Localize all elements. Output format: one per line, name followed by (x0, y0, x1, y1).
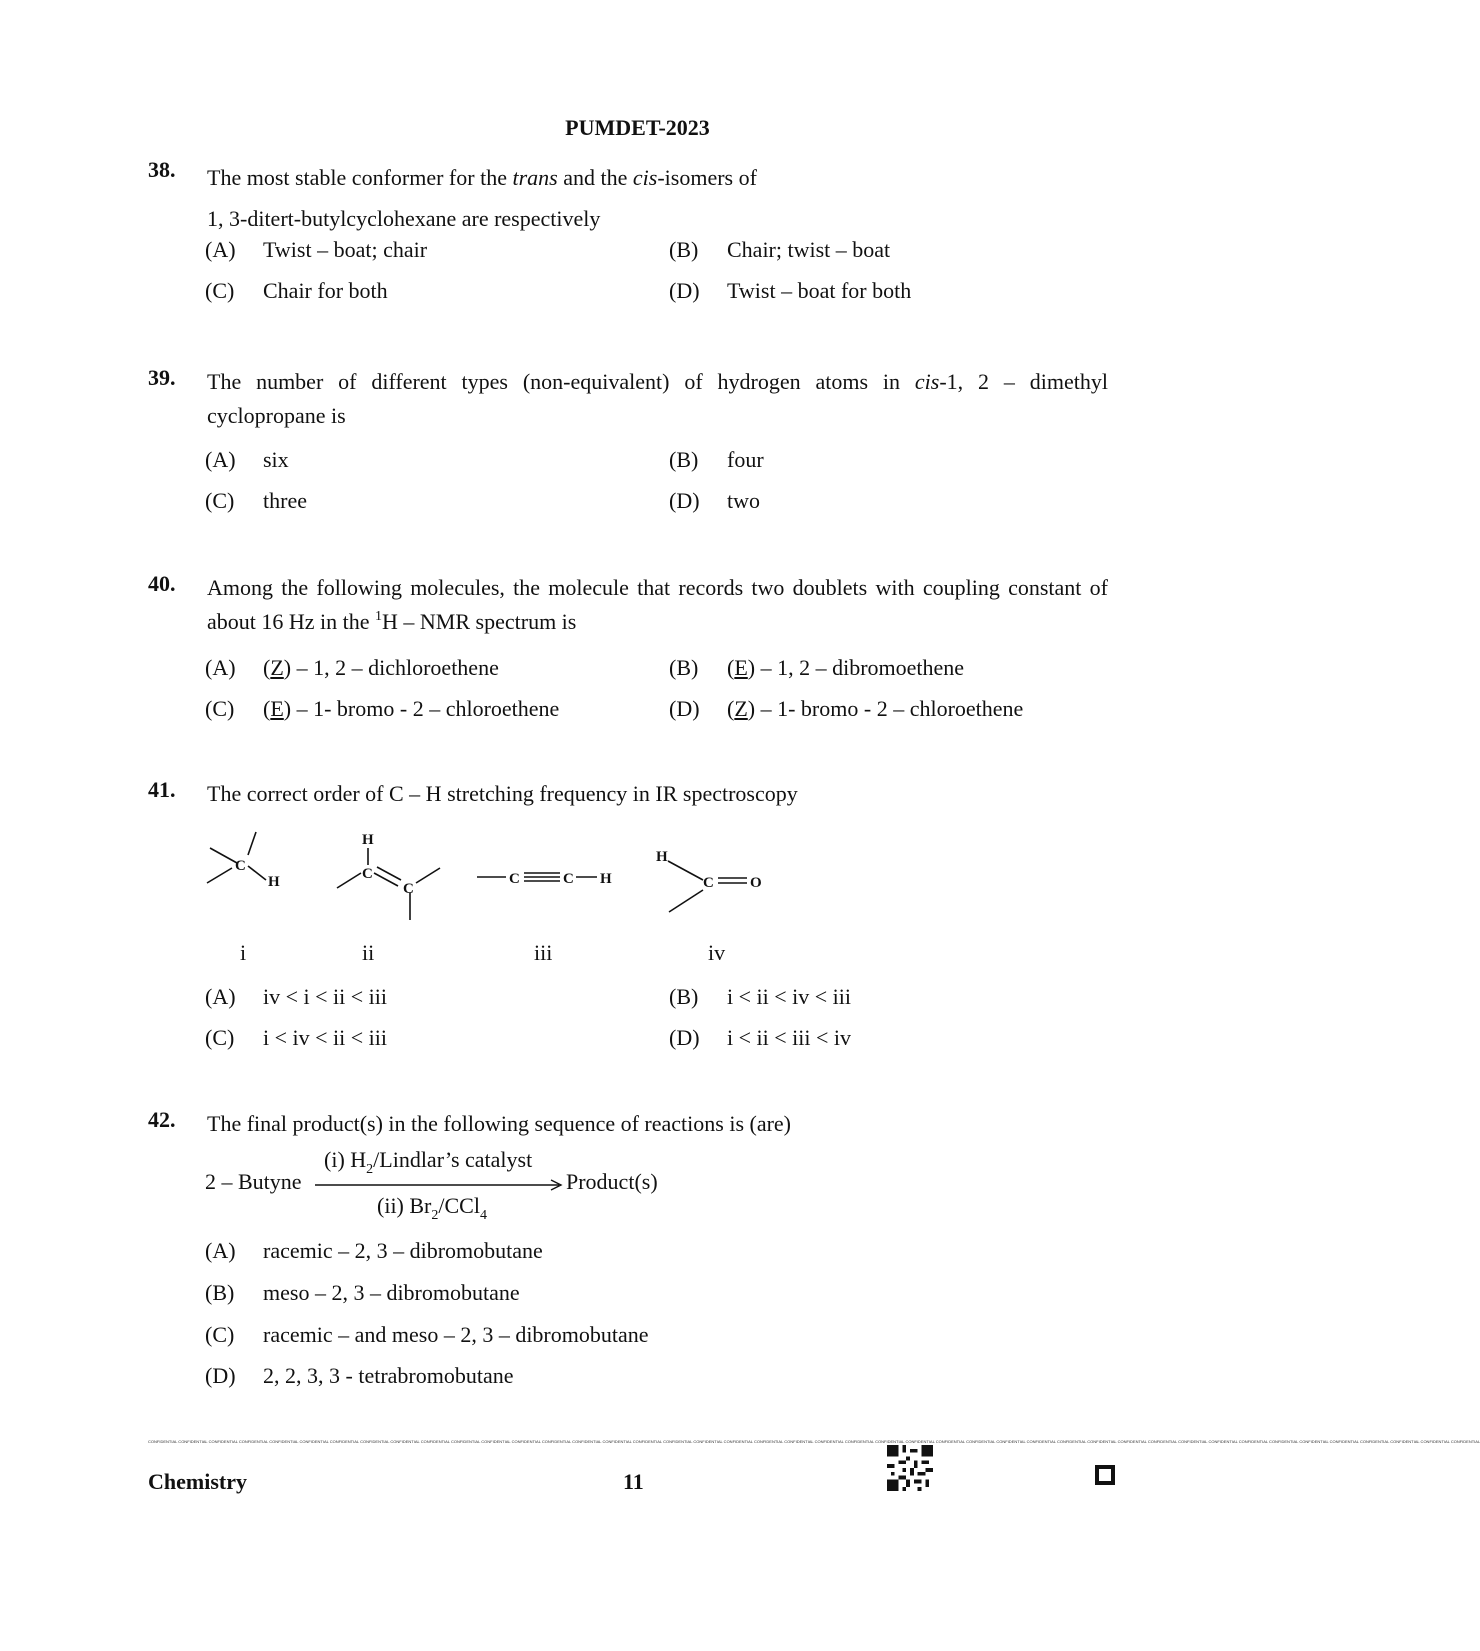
option-a[interactable] (205, 984, 387, 1010)
option-c[interactable] (205, 278, 388, 304)
reaction-arrow (315, 1178, 565, 1192)
question-38 (148, 157, 1108, 239)
option-text: three (263, 488, 307, 513)
option-text: racemic – and meso – 2, 3 – dibromobutane (263, 1322, 649, 1347)
option-text: meso – 2, 3 – dibromobutane (263, 1280, 520, 1305)
subscript: 2 (431, 1208, 439, 1223)
option-d[interactable] (669, 1025, 851, 1051)
isomer-descriptor: E (734, 655, 748, 680)
option-label: (B) (205, 1280, 235, 1305)
option-text: iv < i < ii < iii (263, 984, 388, 1009)
text-segment: (ii) Br (377, 1193, 432, 1218)
atom-label: C (235, 858, 246, 874)
molecule-label-ii: ii (362, 940, 375, 965)
option-label: (C) (205, 278, 235, 303)
atom-label: O (750, 875, 762, 891)
isomer-descriptor: Z (270, 655, 284, 680)
isomer-descriptor: E (270, 696, 284, 721)
paren: ( (727, 655, 735, 680)
option-text: i < ii < iii < iv (727, 1025, 852, 1050)
option-label: (D) (205, 1363, 236, 1388)
option-label: (B) (669, 447, 699, 472)
paren: ( (263, 696, 271, 721)
option-b[interactable] (669, 984, 851, 1010)
option-label: (B) (669, 984, 699, 1009)
question-number: 40. (148, 571, 176, 596)
option-text: racemic – 2, 3 – dibromobutane (263, 1238, 543, 1263)
option-text: i < ii < iv < iii (727, 984, 852, 1009)
option-label: (A) (205, 984, 236, 1009)
atom-label: H (600, 871, 612, 887)
option-label: (C) (205, 696, 235, 721)
option-d[interactable] (205, 1363, 514, 1389)
option-a[interactable] (205, 237, 427, 263)
qr-code-icon (886, 1445, 934, 1491)
atom-label: H (268, 874, 280, 890)
paren: ( (263, 655, 271, 680)
molecule-label-iii: iii (534, 940, 553, 965)
option-c[interactable] (205, 488, 307, 514)
option-b[interactable] (669, 237, 890, 263)
isomer-descriptor: Z (734, 696, 748, 721)
text-segment: -1, 2 – dimethyl cyclopropane is (207, 369, 1108, 428)
option-text: ) – 1- bromo - 2 – chloroethene (283, 696, 560, 721)
reactant: 2 – Butyne (205, 1169, 302, 1194)
atom-label: C (403, 881, 414, 897)
option-d[interactable] (669, 488, 760, 514)
question-number: 38. (148, 157, 176, 182)
option-a[interactable] (205, 447, 289, 473)
option-label: (D) (669, 1025, 700, 1050)
product: Product(s) (566, 1169, 658, 1194)
text-segment: Among the following molecules, the molecule that records two doublets with coupling constant of about 16 Hz in the (207, 575, 1108, 634)
option-label: (D) (669, 696, 700, 721)
option-d[interactable] (669, 696, 1023, 722)
option-a[interactable] (205, 655, 499, 681)
question-number: 39. (148, 365, 176, 390)
option-label: (B) (669, 655, 699, 680)
italic-cis: cis (914, 369, 940, 394)
square-marker-icon (1095, 1465, 1115, 1485)
question-text: The final product(s) in the following sequence of reactions is (are) (207, 1111, 792, 1136)
option-label: (D) (669, 278, 700, 303)
footer-subject: Chemistry (148, 1469, 247, 1494)
atom-label: C (362, 866, 373, 882)
text-segment: H – NMR spectrum is (382, 609, 577, 634)
option-text: Twist – boat for both (727, 278, 912, 303)
question-text (207, 365, 1108, 433)
option-text: Chair; twist – boat (727, 237, 891, 262)
page-header: PUMDET-2023 (565, 115, 710, 140)
option-text: ) – 1, 2 – dichloroethene (283, 655, 499, 680)
text-segment: /Lindlar’s catalyst (373, 1147, 533, 1172)
subscript: 2 (366, 1162, 374, 1177)
option-text: two (727, 488, 760, 513)
option-text: ) – 1, 2 – dibromoethene (747, 655, 965, 680)
question-number: 42. (148, 1107, 176, 1132)
text-segment: -isomers of (657, 165, 757, 190)
atom-label: C (509, 871, 520, 887)
option-label: (A) (205, 1238, 236, 1263)
molecule-structures (0, 820, 800, 930)
option-label: (C) (205, 1025, 235, 1050)
option-label: (B) (669, 237, 699, 262)
option-d[interactable] (669, 278, 911, 304)
option-label: (A) (205, 447, 236, 472)
molecule-label-i: i (240, 940, 247, 965)
question-number: 41. (148, 777, 176, 802)
option-text: ) – 1- bromo - 2 – chloroethene (747, 696, 1024, 721)
option-b[interactable] (669, 447, 764, 473)
option-label: (C) (205, 488, 235, 513)
option-text: four (727, 447, 764, 472)
reaction-condition-1 (324, 1147, 533, 1177)
question-text (207, 571, 1108, 643)
option-a[interactable] (205, 1238, 543, 1264)
option-label: (D) (669, 488, 700, 513)
option-c[interactable] (205, 1025, 387, 1051)
option-text: i < iv < ii < iii (263, 1025, 388, 1050)
molecule-label-iv: iv (708, 940, 726, 965)
atom-label: C (563, 871, 574, 887)
text-segment: The number of different types (non-equivalent) of hydrogen atoms in (207, 369, 915, 394)
italic-trans: trans (512, 165, 558, 190)
option-text: Twist – boat; chair (263, 237, 428, 262)
page-number: 11 (623, 1469, 644, 1494)
question-40 (148, 571, 1108, 643)
question-41 (148, 777, 1108, 811)
option-text: 2, 2, 3, 3 - tetrabromobutane (263, 1363, 514, 1388)
option-b[interactable] (669, 655, 964, 681)
option-c[interactable] (205, 1322, 649, 1348)
reaction-condition-2 (377, 1193, 487, 1223)
option-text: Chair for both (263, 278, 388, 303)
option-b[interactable] (205, 1280, 520, 1306)
question-text: The correct order of C – H stretching frequency in IR spectroscopy (207, 781, 798, 806)
question-42 (148, 1107, 1108, 1141)
text-line: 1, 3-ditert-butylcyclohexane are respectively (207, 206, 601, 231)
confidential-strip: CONFIDENTIAL CONFIDENTIAL CONFIDENTIAL CONFIDENTIAL CONFIDENTIAL CONFIDENTIAL CONFIDENTIAL CONFIDENTIAL CONFIDENTIAL CONFIDENTIAL CONFIDENTIAL CONFIDENTIAL CONFIDENTIAL CONFIDENTIAL CONFIDENTIAL CONFIDENTIAL CONFIDENTIAL CONFIDENTIAL CONFIDENTIAL CONFIDENTIAL CONFIDENTIAL CONFIDENTIAL CONFIDENTIAL CONFIDENTIAL CONFIDENTIAL CONFIDENTIAL CONFIDENTIAL CONFIDENTIAL CONFIDENTIAL CONFIDENTIAL CONFIDENTIAL CONFIDENTIAL CONFIDENTIAL CONFIDENTIAL CONFIDENTIAL CONFIDENTIAL CONFIDENTIAL CONFIDENTIAL CONFIDENTIAL CONFIDENTIAL CONFIDENTIAL CONFIDENTIAL CONFIDENTIAL CONFIDENTIAL (148, 1439, 1480, 1444)
question-text (207, 157, 1108, 239)
subscript: 4 (479, 1208, 487, 1223)
text-segment: (i) H (324, 1147, 367, 1172)
option-c[interactable] (205, 696, 559, 722)
text-segment: The most stable conformer for the (207, 165, 513, 190)
text-segment: /CCl (438, 1193, 480, 1218)
atom-label: H (656, 849, 668, 865)
question-39 (148, 365, 1108, 433)
italic-cis: cis (632, 165, 658, 190)
option-label: (A) (205, 237, 236, 262)
superscript: 1 (375, 609, 383, 624)
text-segment: and the (557, 165, 633, 190)
atom-label: H (362, 832, 374, 848)
option-label: (A) (205, 655, 236, 680)
option-label: (C) (205, 1322, 235, 1347)
option-text: six (263, 447, 289, 472)
atom-label: C (703, 875, 714, 891)
paren: ( (727, 696, 735, 721)
